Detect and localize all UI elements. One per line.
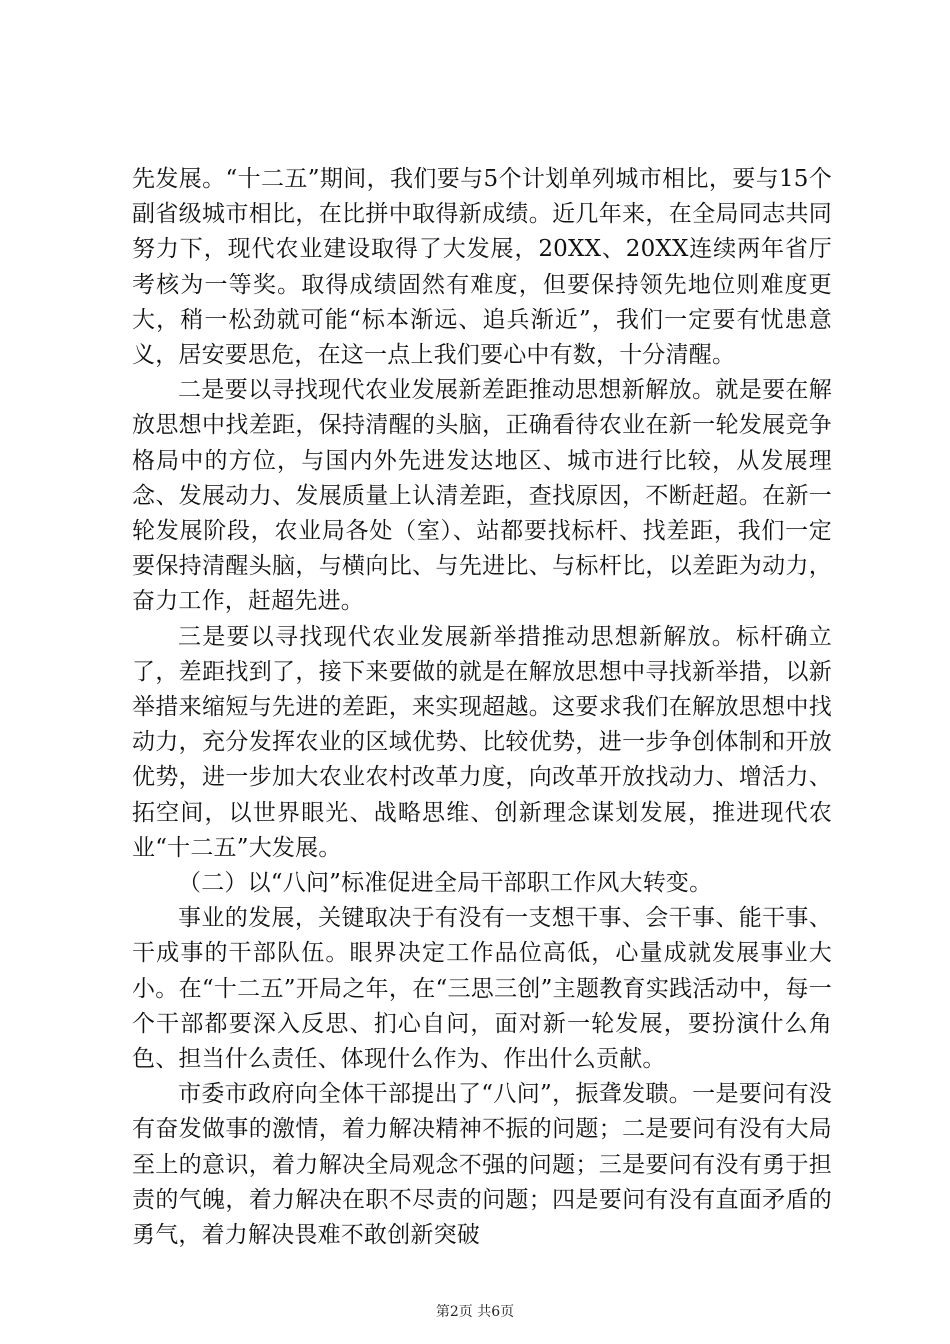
paragraph-6: 市委市政府向全体干部提出了“八问”，振聋发聩。一是要问有没有奋发做事的激情，着力解决精神不振的问题；二是要问有没有大局至上的意识，着力解决全局观念不强的问题；三是要问有没有勇于担责的气魄，着力解决在职不尽责的问题；四是要问有没有直面矛盾的勇气，着力解决畏难不敢创新突破	[132, 1081, 832, 1249]
document-body	[132, 162, 832, 1253]
page-footer	[0, 1302, 950, 1322]
section-heading: （二）以“八问”标准促进全局干部职工作风大转变。	[178, 870, 713, 897]
paragraph-5: 事业的发展，关键取决于有没有一支想干事、会干事、能干事、干成事的干部队伍。眼界决定工作品位高低，心量成就发展事业大小。在“十二五”开局之年，在“三思三创”主题教育实践活动中，每一个干部都要深入反思、扪心自问，面对新一轮发展，要扮演什么角色、担当什么责任、体现什么作为、作出什么贡献。	[132, 905, 832, 1073]
paragraph-2: 二是要以寻找现代农业发展新差距推动思想新解放。就是要在解放思想中找差距，保持清醒的头脑，正确看待农业在新一轮发展竞争格局中的方位，与国内外先进发达地区、城市进行比较，从发展理念、发展动力、发展质量上认清差距，查找原因，不断赶超。在新一轮发展阶段，农业局各处（室）、站都要找标杆、找差距，我们一定要保持清醒头脑，与横向比、与先进比、与标杆比，以差距为动力，奋力工作，赶超先进。	[132, 377, 832, 615]
page-number: 第2页 共6页	[435, 1304, 515, 1320]
paragraph-3: 三是要以寻找现代农业发展新举措推动思想新解放。标杆确立了，差距找到了，接下来要做的就是在解放思想中寻找新举措，以新举措来缩短与先进的差距，来实现超越。这要求我们在解放思想中找动力，充分发挥农业的区域优势、比较优势，进一步争创体制和开放优势，进一步加大农业农村改革力度，向改革开放找动力、增活力、拓空间，以世界眼光、战略思维、创新理念谋划发展，推进现代农业“十二五”大发展。	[132, 623, 832, 861]
paragraph-1: 先发展。“十二五”期间，我们要与5个计划单列城市相比，要与15个副省级城市相比，在比拼中取得新成绩。近几年来，在全局同志共同努力下，现代农业建设取得了大发展，20XX、20XX连续两年省厅考核为一等奖。取得成绩固然有难度，但要保持领先地位则难度更大，稍一松劲就可能“标本渐远、追兵渐近”，我们一定要有忧患意义，居安要思危，在这一点上我们要心中有数，十分清醒。	[132, 166, 832, 369]
